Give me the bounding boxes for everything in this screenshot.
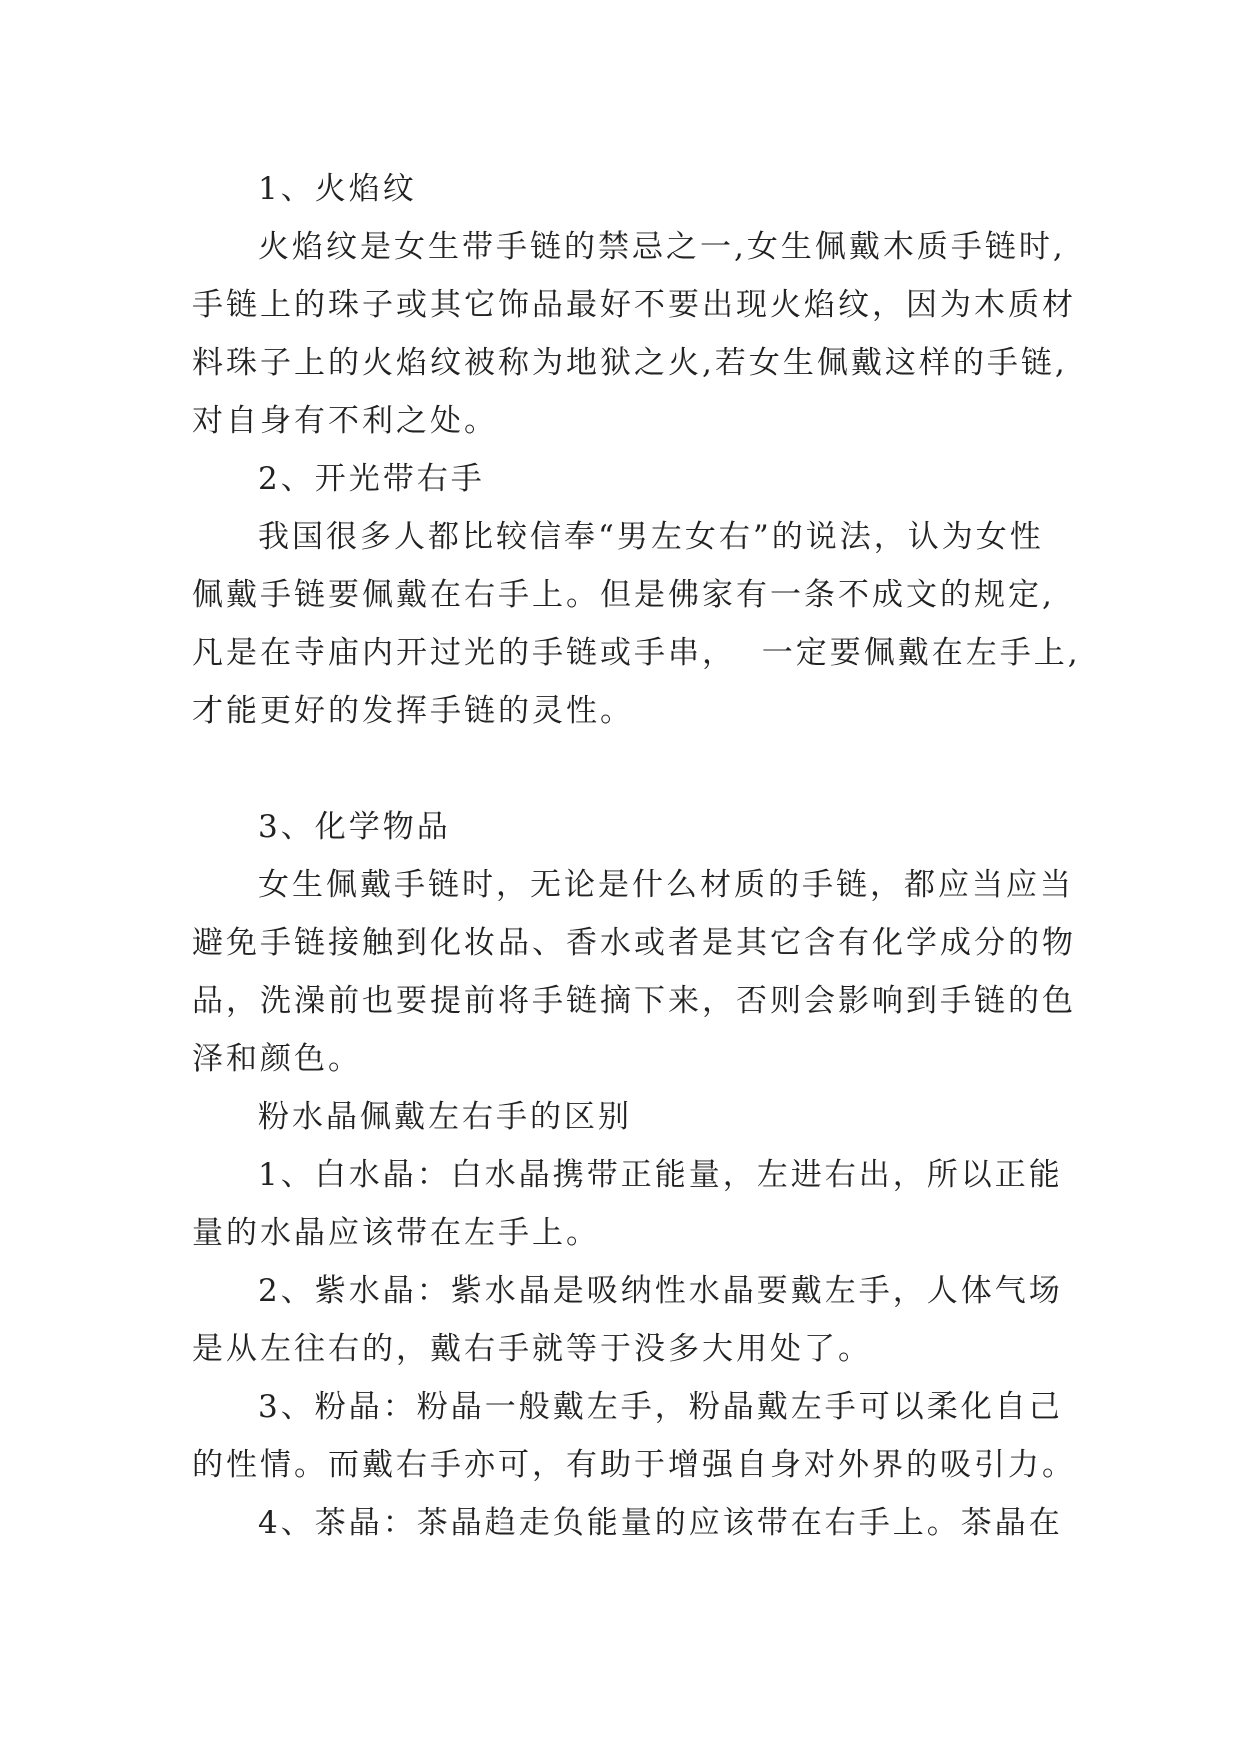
paragraph-line: 量的水晶应该带在左手上。	[192, 1215, 600, 1251]
paragraph-line: 佩戴手链要佩戴在右手上。但是佛家有一条不成文的规定,	[192, 577, 1055, 613]
paragraph-line: 手链上的珠子或其它饰品最好不要出现火焰纹，因为木质材	[192, 287, 1076, 323]
paragraph-line: 3、粉晶：粉晶一般戴左手，粉晶戴左手可以柔化自己	[258, 1389, 1063, 1425]
paragraph-line: 我国很多人都比较信奉“男左女右”的说法，认为女性	[258, 519, 1044, 555]
paragraph-line: 品，洗澡前也要提前将手链摘下来，否则会影响到手链的色	[192, 983, 1076, 1019]
heading-rose-quartz-hands: 粉水晶佩戴左右手的区别	[258, 1099, 632, 1135]
document-body	[192, 160, 1081, 1552]
paragraph-line: 凡是在寺庙内开过光的手链或手串， 一定要佩戴在左手上,	[192, 635, 1081, 671]
paragraph-line: 才能更好的发挥手链的灵性。	[192, 693, 634, 729]
heading-flame-pattern: 1、火焰纹	[258, 171, 417, 207]
paragraph-line: 的性情。而戴右手亦可，有助于增强自身对外界的吸引力。	[192, 1447, 1076, 1483]
paragraph-line: 泽和颜色。	[192, 1041, 362, 1077]
blank-line	[192, 740, 1072, 798]
paragraph-line: 1、白水晶：白水晶携带正能量，左进右出，所以正能	[258, 1157, 1063, 1193]
paragraph-line: 是从左往右的，戴右手就等于没多大用处了。	[192, 1331, 872, 1367]
paragraph-line: 女生佩戴手链时，无论是什么材质的手链，都应当应当	[258, 867, 1074, 903]
paragraph-line: 料珠子上的火焰纹被称为地狱之火,若女生佩戴这样的手链,	[192, 345, 1068, 381]
paragraph-line: 避免手链接触到化妆品、香水或者是其它含有化学成分的物	[192, 925, 1076, 961]
paragraph-line: 火焰纹是女生带手链的禁忌之一,女生佩戴木质手链时,	[258, 229, 1066, 265]
heading-consecrated-right-hand: 2、开光带右手	[258, 461, 485, 497]
heading-chemicals: 3、化学物品	[258, 809, 451, 845]
paragraph-line: 对自身有不利之处。	[192, 403, 498, 439]
paragraph-line: 4、茶晶：茶晶趋走负能量的应该带在右手上。茶晶在	[258, 1505, 1063, 1541]
paragraph-line: 2、紫水晶：紫水晶是吸纳性水晶要戴左手，人体气场	[258, 1273, 1063, 1309]
